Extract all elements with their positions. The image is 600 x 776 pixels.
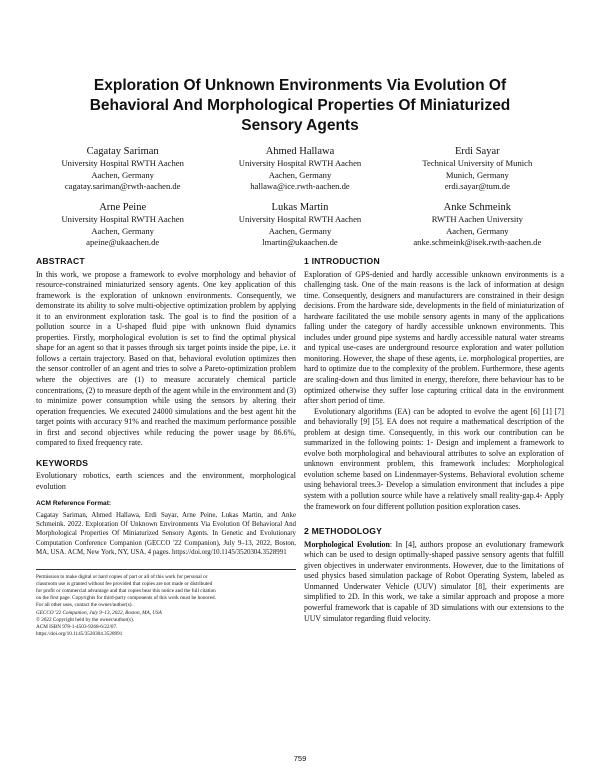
author-name: Ahmed Hallawa — [265, 146, 335, 157]
permission-notice — [36, 569, 296, 638]
author-block — [211, 201, 388, 249]
title-line-1: Exploration Of Unknown Environments Via Evolution Of — [93, 77, 507, 94]
introduction-paragraph-1: Exploration of GPS-denied and hardly accessible unknown environments is a challenging task. One of the main reasons is the lack of information at design time. Consequently, designers and manufacturers are constrained in their design decisions. From the hardware side, developments in the field of miniaturization of hardware facilitated the use mobile sensory agents in many of the applications falling under the category of hardly accessible unknown environments. This includes under ground pipe systems and hardly accessible natural water streams and typical use-cases are underground resource exploration and water pollution monitoring. However, the shape of these agents, i.e. morphological properties, are hard to optimize due to the complexity of the problem. Furthermore, these agents are scaling-down and thus limited in energy, therefore, there behaviour has to be optimized otherwise they suffer lose capturing critical data in the environment after short period of time. — [304, 269, 564, 406]
permission-line: GECCO '22 Companion, July 9–13, 2022, Boston, MA, USA — [36, 609, 162, 616]
introduction-heading: 1 INTRODUCTION — [304, 256, 380, 266]
author-email: erdi.sayar@tum.de — [444, 181, 510, 191]
author-email: apeine@ukaachen.de — [86, 237, 160, 247]
title-line-3: Sensory Agents — [241, 117, 359, 134]
permission-line: © 2022 Copyright held by the owner/author(s). — [36, 616, 135, 623]
author-location: Aachen, Germany — [268, 169, 332, 180]
author-name: Cagatay Sariman — [86, 146, 159, 157]
author-email: hallawa@ice.rwth-aachen.de — [250, 181, 350, 191]
author-location: Aachen, Germany — [91, 225, 154, 236]
author-block — [34, 201, 211, 249]
right-column — [304, 256, 564, 624]
abstract-heading: ABSTRACT — [36, 256, 85, 266]
permission-line: For all other uses, contact the owner/author(s). — [36, 602, 133, 609]
author-block — [34, 145, 211, 193]
author-affiliation: RWTH Aachen University — [431, 214, 523, 224]
permission-line: for profit or commercial advantage and that copies bear this notice and the full citation — [36, 588, 216, 595]
author-location: Aachen, Germany — [91, 169, 154, 180]
methodology-heading: 2 METHODOLOGY — [304, 526, 383, 537]
acm-reference-heading: ACM Reference Format: — [36, 500, 112, 508]
author-block — [211, 145, 388, 193]
left-column — [36, 256, 296, 638]
introduction-paragraph-2: Evolutionary algorithms (EA) can be adopted to evolve the agent [6] [1] [7] and behaviorally [9] [5]. EA does not require a mathematical description of the problem at design time. Consequently, in this work our contribution can be summarized in the following points: 1- Design and implement a framework to evolve both morphological and behavioural attributes to solve an exploration of unknown environment problem, this framework includes: Morphological evolution scheme based on Lindenmayer-Systems. Behavioral evolution scheme using behavioral trees.3- Develop a simulation environment that includes a pipe system with a pollution source while have a relatively small reality-gap.4- Apply the framework on four different pollution position exploration cases. — [304, 406, 564, 511]
author-affiliation: Technical University of Munich — [422, 158, 533, 168]
author-email: cagatay.sariman@rwth-aachen.de — [64, 181, 181, 191]
author-location: Munich, Germany — [445, 169, 509, 180]
keywords-text: Evolutionary robotics, earth sciences and the environment, morphological evolution — [36, 471, 296, 491]
author-email: lmartin@ukaachen.de — [262, 237, 338, 247]
permission-line: Permission to make digital or hard copies of part or all of this work for personal or — [36, 574, 208, 581]
author-row-2 — [34, 201, 566, 249]
author-name: Erdi Sayar — [455, 146, 500, 157]
author-affiliation: University Hospital RWTH Aachen — [61, 158, 184, 168]
author-name: Anke Schmeink — [443, 202, 511, 213]
author-location: Aachen, Germany — [268, 225, 332, 236]
permission-line: classroom use is granted without fee provided that copies are not made or distributed — [36, 581, 213, 588]
author-email: anke.schmeink@isek.rwth-aachen.de — [413, 237, 542, 247]
author-block — [389, 145, 566, 193]
author-name: Lukas Martin — [271, 202, 329, 213]
methodology-text: : In [4], authors propose an evolutionary framework which can be used to design optimally-shaped passive sensory agents that fulfill given objectives in underwater environments. However, due to the limitations of used physics based simulation package of Robot Operating System, labeled as Unmanned Underwater Vehicle (UUV) simulator [8], their experiments are simplified to 2D. In this work, we take a similar approach and propose a more powerful framework that is capable of 3D simulations with our extensions to the UUV simulator regarding fluid velocity. — [304, 539, 564, 623]
acm-reference-text: Cagatay Sariman, Ahmed Hallawa, Erdi Sayar, Arne Peine, Lukas Martin, and Anke Schmeink. 2022. Exploration Of Unknown Environments Via Evolution Of Behavioral And Morphological Properties Of Miniaturized Sensory Agents. In Genetic and Evolutionary Computation Conference Companion (GECCO '22 Companion), July 9–13, 2022, Boston, MA, USA. ACM, New York, NY, USA, 4 pages. https://doi.org/10.1145/3520304.3528991 — [36, 512, 296, 556]
permission-line: on the first page. Copyrights for third-party components of this work must be honored. — [36, 595, 216, 602]
author-location: Aachen, Germany — [446, 225, 509, 236]
keywords-heading: KEYWORDS — [36, 457, 89, 468]
page-number: 759 — [293, 754, 307, 763]
author-affiliation: University Hospital RWTH Aachen — [238, 158, 362, 168]
author-affiliation: University Hospital RWTH Aachen — [238, 214, 362, 224]
permission-line: ACM ISBN 978-1-4503-9268-6/22/07. — [36, 623, 118, 630]
doi-link[interactable]: https://doi.org/10.1145/3520304.3528991 — [36, 630, 123, 637]
author-name: Arne Peine — [99, 202, 147, 213]
author-block — [389, 201, 566, 249]
abstract-text: In this work, we propose a framework to evolve morphology and behavior of resource-constrained miniaturized sensory agents. One key application of this framework is the exploration of unknown environments. Consequently, we demonstrate its ability to solve multi-objective optimization problem by applying it to an environment exploration task. The goal is to find the position of a pollution source in a U-shaped fluid pipe with unknown fluid dynamics properties. Firstly, morphological evolution is set to find the optimal physical shape for an agent so that it passes through six target points inside the pipe, i.e. it follows a certain trajectory. Based on that, behavioral evolution optimizes then the sensor controller of an agent and tries to solve a Pareto-optimization problem where the objectives are (1) to measure accurately chemical particle concentrations, (2) to measure depth of the agent while in the environment and (3) to minimize power consumption while using the sensors by altering their operation frequencies. We executed 24000 simulations and the best agent hit the target points with accuracy 91% and reached the maximum performance possible in first and second objectives while reducing the power usage by 86.6%, compared to fixed frequency rate. — [36, 269, 296, 448]
methodology-paragraph — [304, 540, 564, 624]
paper-title — [40, 76, 560, 136]
methodology-lead: Morphological Evolution — [304, 539, 390, 549]
author-affiliation: University Hospital RWTH Aachen — [61, 214, 184, 224]
title-line-2: Behavioral And Morphological Properties Of Miniaturized — [89, 97, 511, 114]
author-row-1 — [34, 145, 566, 193]
